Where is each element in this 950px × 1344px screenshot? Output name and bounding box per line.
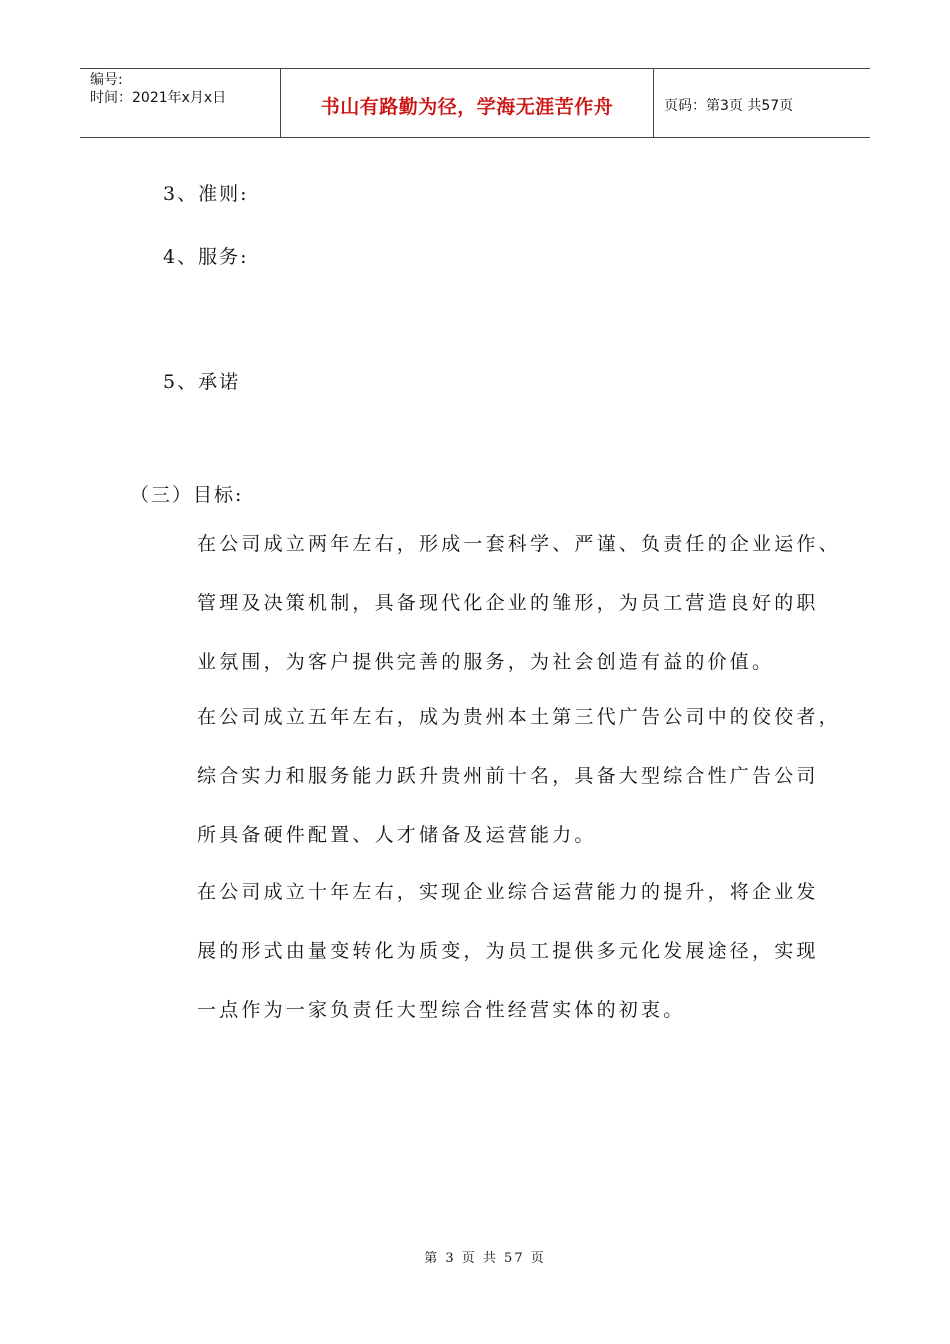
paragraph-line: 展的形式由量变转化为质变，为员工提供多元化发展途径，实现 [197,940,819,962]
page-header [80,68,870,138]
section-title-goals: （三）目标: [130,484,244,506]
header-motto: 书山有路勤为径，学海无涯苦作舟 [320,95,614,118]
paragraph-line: 在公司成立十年左右，实现企业综合运营能力的提升，将企业发 [197,881,819,903]
goal-paragraph-two-years [197,532,847,709]
paragraph-line: 业氛围，为客户提供完善的服务，为社会创造有益的价值。 [197,651,775,673]
paragraph-line: 综合实力和服务能力跃升贵州前十名，具备大型综合性广告公司 [197,765,819,787]
paragraph-line: 在公司成立两年左右，形成一套科学、严谨、负责任的企业运作、 [197,533,841,555]
paragraph-line: 在公司成立五年左右，成为贵州本土第三代广告公司中的佼佼者， [197,706,841,728]
paragraph-line: 一点作为一家负责任大型综合性经营实体的初衷。 [197,999,686,1021]
paragraph-line: 管理及决策机制，具备现代化企业的雏形，为员工营造良好的职 [197,592,819,614]
document-code-label: 编号: [90,72,123,88]
item-guidelines: 3、准则: [163,183,249,205]
header-page-cell [654,69,870,137]
page-footer: 第 3 页 共 57 页 [424,1251,546,1266]
header-page-number: 页码：第3页 共57页 [664,98,794,114]
goal-paragraph-ten-years [197,880,847,1057]
paragraph-line: 所具备硬件配置、人才储备及运营能力。 [197,824,597,846]
header-meta-cell [80,69,281,137]
item-commitment: 5、承诺 [163,371,241,393]
item-service: 4、服务: [163,246,249,268]
goal-paragraph-five-years [197,705,847,882]
header-motto-cell [281,69,654,137]
document-date: 时间：2021年x月x日 [90,90,227,106]
